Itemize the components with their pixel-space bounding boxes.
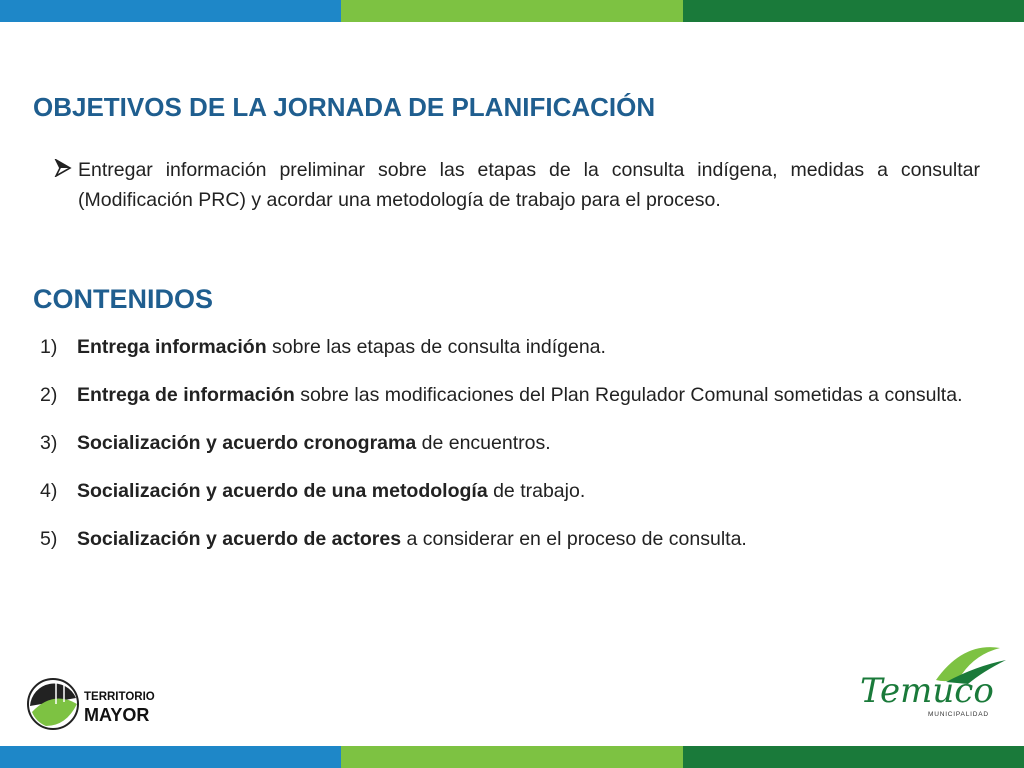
list-item-number: 5) (40, 528, 58, 550)
list-item (40, 476, 970, 506)
temuco-wordmark: Temuco (860, 671, 994, 711)
list-item-text (77, 476, 970, 506)
top-bar-dark-green-segment (683, 0, 1024, 22)
list-item-rest: sobre las modificaciones del Plan Regulador Comunal sometidas a consulta. (294, 384, 963, 406)
bottom-bar-blue-segment (0, 746, 341, 768)
top-bar-blue-segment (0, 0, 341, 22)
list-item-text (77, 332, 970, 362)
contents-title: CONTENIDOS (33, 284, 214, 314)
territorio-mayor-logo (26, 676, 166, 732)
bottom-bar-dark-green-segment (683, 746, 1024, 768)
list-item-number: 2) (40, 384, 58, 406)
list-item-rest: de trabajo. (487, 480, 586, 502)
list-item-bold: Socialización y acuerdo de actores (77, 528, 402, 550)
list-item-number: 4) (40, 480, 58, 502)
territorio-text: TERRITORIO (84, 691, 155, 703)
objectives-bullet-text: Entregar información preliminar sobre las etapas de la consulta indígena, medidas a consultar (Modificación PRC) y acordar una metodología de trabajo para el proceso. (78, 159, 980, 211)
list-item-rest: sobre las etapas de consulta indígena. (266, 336, 606, 358)
arrow-bullet-icon (48, 159, 78, 177)
territorio-mayor-emblem-icon (28, 679, 78, 729)
list-item-text (77, 524, 970, 554)
objectives-bullet (48, 155, 980, 215)
temuco-municipalidad-logo (858, 640, 1008, 720)
list-item-number: 1) (40, 336, 58, 358)
top-bar-light-green-segment (341, 0, 683, 22)
objectives-title: OBJETIVOS DE LA JORNADA DE PLANIFICACIÓN (33, 92, 656, 122)
list-item (40, 428, 970, 458)
municipalidad-text: MUNICIPALIDAD (928, 711, 989, 718)
bottom-bar-light-green-segment (341, 746, 683, 768)
list-item-bold: Socialización y acuerdo de una metodología (77, 480, 488, 502)
list-item-text (77, 428, 970, 458)
list-item-rest: de encuentros. (416, 432, 551, 454)
bottom-color-bar (0, 746, 1024, 768)
list-item (40, 380, 970, 410)
contents-list (40, 332, 970, 572)
list-item-bold: Socialización y acuerdo cronograma (77, 432, 417, 454)
list-item-number: 3) (40, 432, 58, 454)
list-item (40, 332, 970, 362)
list-item-text (77, 380, 970, 410)
top-color-bar (0, 0, 1024, 22)
list-item-bold: Entrega información (77, 336, 267, 358)
list-item-rest: a considerar en el proceso de consulta. (401, 528, 747, 550)
list-item-bold: Entrega de información (77, 384, 295, 406)
mayor-text: MAYOR (84, 705, 150, 725)
list-item (40, 524, 970, 554)
